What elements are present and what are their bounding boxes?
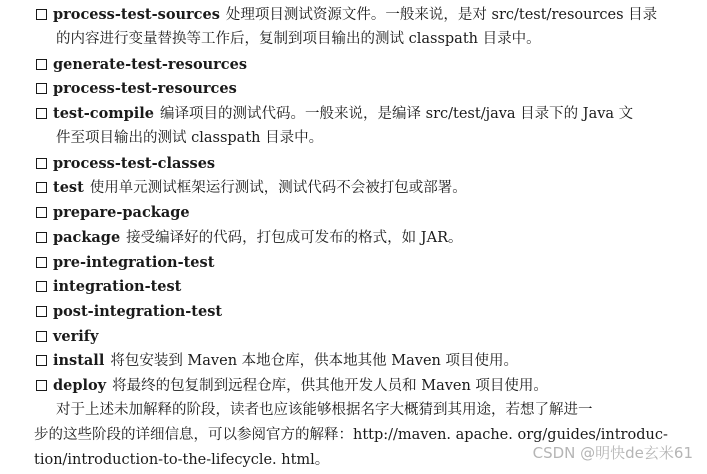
checkbox-bullet-icon	[36, 59, 47, 70]
watermark: CSDN @明快de玄米61	[532, 444, 693, 462]
phase-name: generate-test-resources	[53, 56, 248, 73]
phase-description-continued: 件至项目输出的测试 classpath 目录中。	[56, 130, 324, 146]
phase-name: install	[53, 352, 105, 369]
list-item	[36, 348, 687, 374]
checkbox-bullet-icon	[36, 232, 47, 243]
phase-name: integration-test	[53, 278, 182, 295]
list-item	[36, 373, 687, 399]
phase-description: 接受编译好的代码，打包成可发布的格式，如 JAR。	[126, 230, 463, 246]
phase-name: process-test-classes	[53, 155, 216, 172]
paragraph-line: 步的这些阶段的详细信息，可以参阅官方的解释：http://maven. apache. org/guides/introduc-	[34, 427, 668, 443]
checkbox-bullet-icon	[36, 108, 47, 119]
list-item	[36, 101, 687, 127]
phase-description: 处理项目测试资源文件。一般来说，是对 src/test/resources 目录	[225, 7, 658, 23]
list-item	[36, 52, 687, 78]
checkbox-bullet-icon	[36, 380, 47, 391]
list-item	[36, 225, 687, 251]
phase-name: test-compile	[53, 105, 155, 122]
checkbox-bullet-icon	[36, 207, 47, 218]
paragraph-line: 对于上述未加解释的阶段，读者也应该能够根据名字大概猜到其用途，若想了解进一	[56, 402, 593, 418]
phase-description: 编译项目的测试代码。一般来说，是编译 src/test/java 目录下的 Java 文	[160, 106, 634, 122]
paragraph-line: tion/introduction-to-the-lifecycle. html。	[34, 452, 330, 468]
checkbox-bullet-icon	[36, 355, 47, 366]
phase-description-continued: 的内容进行变量替换等工作后，复制到项目输出的测试 classpath 目录中。	[56, 31, 541, 47]
checkbox-bullet-icon	[36, 257, 47, 268]
list-item	[36, 200, 687, 226]
checkbox-bullet-icon	[36, 83, 47, 94]
phase-name: deploy	[53, 377, 107, 394]
list-item	[36, 2, 687, 28]
phase-name: package	[53, 229, 121, 246]
list-item	[36, 76, 687, 102]
phase-name: verify	[53, 328, 99, 345]
checkbox-bullet-icon	[36, 306, 47, 317]
phase-description: 将包安装到 Maven 本地仓库，供本地其他 Maven 项目使用。	[110, 353, 518, 369]
list-item	[36, 175, 687, 201]
list-item	[36, 299, 687, 325]
checkbox-bullet-icon	[36, 182, 47, 193]
list-item	[36, 151, 687, 177]
phase-name: process-test-resources	[53, 80, 237, 97]
checkbox-bullet-icon	[36, 9, 47, 20]
list-item	[36, 250, 687, 276]
checkbox-bullet-icon	[36, 158, 47, 169]
list-item	[36, 274, 687, 300]
phase-description: 使用单元测试框架运行测试，测试代码不会被打包或部署。	[89, 180, 467, 196]
phase-name: post-integration-test	[53, 303, 223, 320]
phase-name: test	[53, 179, 84, 196]
phase-name: prepare-package	[53, 204, 190, 221]
checkbox-bullet-icon	[36, 281, 47, 292]
phase-description: 将最终的包复制到远程仓库，供其他开发人员和 Maven 项目使用。	[112, 378, 548, 394]
checkbox-bullet-icon	[36, 331, 47, 342]
list-item	[36, 324, 687, 350]
phase-name: process-test-sources	[53, 6, 220, 23]
phase-name: pre-integration-test	[53, 254, 215, 271]
